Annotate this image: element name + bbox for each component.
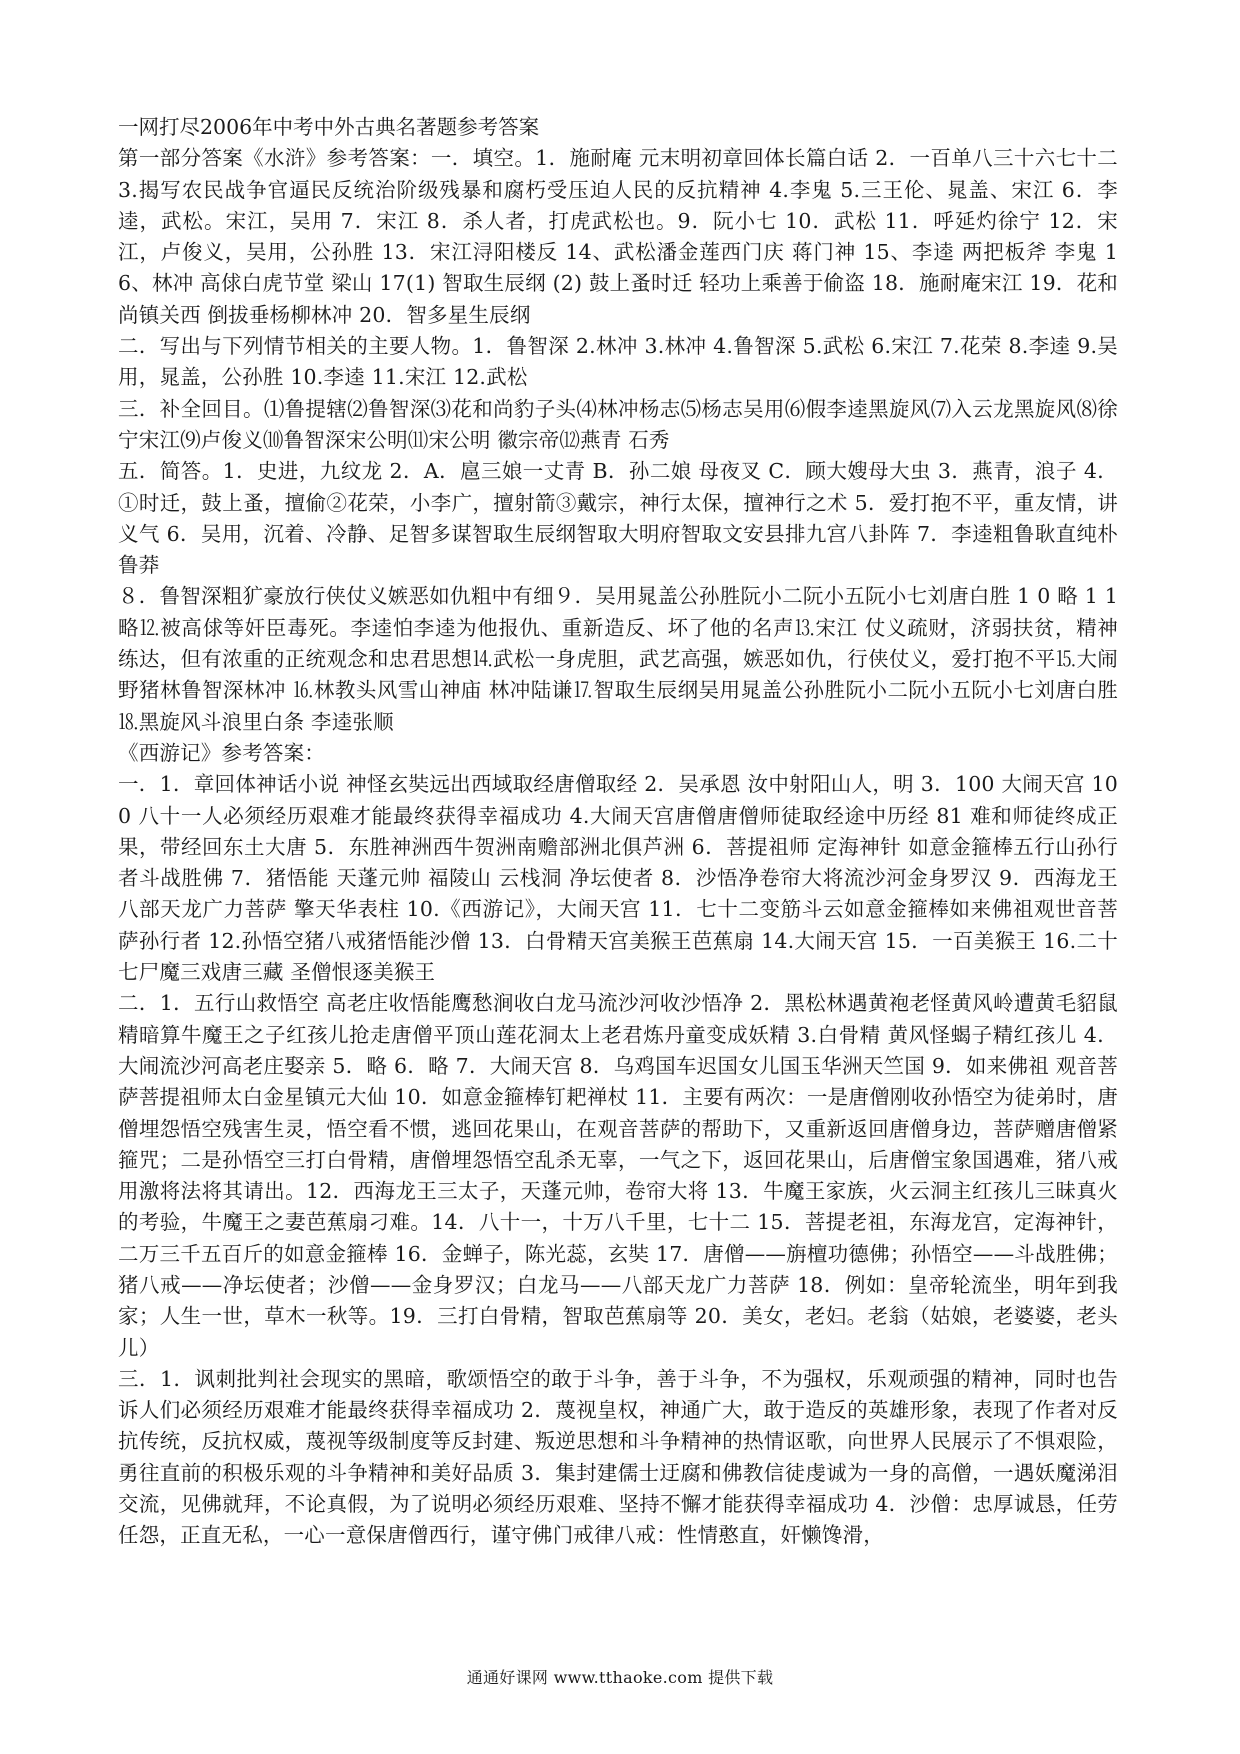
- page-footer: 通通好课网 www.tthaoke.com 提供下载: [466, 1668, 774, 1687]
- paragraph-shuihu-part5: 五．简答。1．史进，九纹龙 2．A．扈三娘一丈青 B．孙二娘 母夜叉 C．顾大嫂母大虫 3．燕青，浪子 4．①时迁，鼓上蚤，擅偷②花荣，小李广，擅射箭③戴宗，神行太保，擅神行之术 5．爱打抱不平，重友情，讲义气 6．吴用，沉着、冷静、足智多谋智取生辰纲智取大明府智取文安县排九宫八卦阵 7．李逵粗鲁耿直纯朴鲁莽: [118, 459, 1118, 578]
- section-heading-xiyouji: 《西游记》参考答案：: [118, 740, 325, 765]
- paragraph-xiyouji-part1: 一．1．章回体神话小说 神怪玄奘远出西域取经唐僧取经 2．吴承恩 汝中射阳山人，明 3．100 大闹天宫 100 八十一人必须经历艰难才能最终获得幸福成功 4.大闹天宫唐僧唐僧师徒取经途中历经 81 难和师徒终成正果，带经回东土大唐 5．东胜神洲西牛贺洲南赡部洲北俱芦洲 6．菩提祖师 定海神针 如意金箍棒五行山孙行者斗战胜佛 7．猪悟能 天蓬元帅 福陵山 云栈洞 净坛使者 8．沙悟净卷帘大将流沙河金身罗汉 9．西海龙王 八部天龙广力菩萨 擎天华表柱 10.《西游记》，大闹天宫 11．七十二变筋斗云如意金箍棒如来佛祖观世音菩萨孙行者 12.孙悟空猪八戒猪悟能沙僧 13．白骨精天宫美猴王芭蕉扇 14.大闹天宫 15．一百美猴王 16.二十七尸魔三戏唐三藏 圣僧恨逐美猴王: [118, 772, 1118, 985]
- paragraph-xiyouji-part2: 二．1．五行山救悟空 高老庄收悟能鹰愁涧收白龙马流沙河收沙悟净 2．黑松林遇黄袍老怪黄风岭遭黄毛貂鼠精暗算牛魔王之子红孩儿抢走唐僧平顶山莲花洞太上老君炼丹童变成妖精 3.白骨精 黄风怪蝎子精红孩儿 4．大闹流沙河高老庄娶亲 5．略 6．略 7．大闹天宫 8．乌鸡国车迟国女儿国玉华洲天竺国 9．如来佛祖 观音菩萨菩提祖师太白金星镇元大仙 10．如意金箍棒钉耙禅杖 11．主要有两次：一是唐僧刚收孙悟空为徒弟时，唐僧埋怨悟空残害生灵，悟空看不惯，逃回花果山，在观音菩萨的帮助下，又重新返回唐僧身边，菩萨赠唐僧紧箍咒；二是孙悟空三打白骨精，唐僧埋怨悟空乱杀无辜，一气之下，返回花果山，后唐僧宝象国遇难，猪八戒用激将法将其请出。12．西海龙王三太子，天蓬元帅，卷帘大将 13．牛魔王家族，火云洞主红孩儿三昧真火的考验，牛魔王之妻芭蕉扇刁难。14．八十一，十万八千里，七十二 15．菩提老祖，东海龙宫，定海神针，二万三千五百斤的如意金箍棒 16．金蝉子，陈光蕊，玄奘 17．唐僧——旃檀功德佛；孙悟空——斗战胜佛；猪八戒——净坛使者；沙僧——金身罗汉；白龙马——八部天龙广力菩萨 18．例如：皇帝轮流坐，明年到我家；人生一世，草木一秋等。19．三打白骨精，智取芭蕉扇等 20．美女，老妇。老翁（姑娘，老婆婆，老头儿）: [118, 991, 1118, 1360]
- document-title: 一网打尽2006年中考中外古典名著题参考答案: [118, 115, 540, 139]
- paragraph-shuihu-part1: 第一部分答案《水浒》参考答案：一．填空。1．施耐庵 元末明初章回体长篇白话 2．一百单八三十六七十二 3.揭写农民战争官逼民反统治阶级残暴和腐朽受压迫人民的反抗精神 4.李鬼 5.三王伦、晁盖、宋江 6．李逵，武松。宋江，吴用 7．宋江 8．杀人者，打虎武松也。9．阮小七 10．武松 11．呼延灼徐宁 12．宋江，卢俊义，吴用，公孙胜 13．宋江浔阳楼反 14、武松潘金莲西门庆 蒋门神 15、李逵 两把板斧 李鬼 16、林冲 高俅白虎节堂 梁山 17(1) 智取生辰纲 (2) 鼓上蚤时迁 轻功上乘善于偷盗 18．施耐庵宋江 19．花和尚镇关西 倒拔垂杨柳林冲 20．智多星生辰纲: [118, 146, 1118, 327]
- paragraph-shuihu-part5-continued: ８．鲁智深粗犷豪放行侠仗义嫉恶如仇粗中有细９．吴用晁盖公孙胜阮小二阮小五阮小七刘唐白胜 1 0 略 1 1 略⒓被高俅等奸臣毒死。李逵怕李逵为他报仇、重新造反、坏了他的名声⒔宋江 仗义疏财，济弱扶贫，精神练达，但有浓重的正统观念和忠君思想⒕武松一身虎胆，武艺高强，嫉恶如仇，行侠仗义，爱打抱不平⒖大闹野猪林鲁智深林冲 ⒗林教头风雪山神庙 林冲陆谦⒘智取生辰纲吴用晁盖公孙胜阮小二阮小五阮小七刘唐白胜 ⒙黑旋风斗浪里白条 李逵张顺: [118, 584, 1118, 734]
- paragraph-xiyouji-part3: 三．1．讽刺批判社会现实的黑暗，歌颂悟空的敢于斗争，善于斗争，不为强权，乐观顽强的精神，同时也告诉人们必须经历艰难才能最终获得幸福成功 2．蔑视皇权，神通广大，敢于造反的英雄形象，表现了作者对反抗传统，反抗权威，蔑视等级制度等反封建、叛逆思想和斗争精神的热情讴歌，向世界人民展示了不惧艰险，勇往直前的积极乐观的斗争精神和美好品质 3．集封建儒士迂腐和佛教信徒虔诚为一身的高僧，一遇妖魔涕泪交流，见佛就拜，不论真假，为了说明必须经历艰难、坚持不懈才能获得幸福成功 4．沙僧：忠厚诚恳，任劳任怨，正直无私，一心一意保唐僧西行，谨守佛门戒律八戒：性情憨直，奸懒馋滑，: [118, 1366, 1118, 1548]
- paragraph-shuihu-part2: 二．写出与下列情节相关的主要人物。1．鲁智深 2.林冲 3.林冲 4.鲁智深 5.武松 6.宋江 7.花荣 8.李逵 9.吴用，晁盖，公孙胜 10.李逵 11.宋江 12.武松: [118, 334, 1118, 390]
- paragraph-shuihu-part3: 三．补全回目。⑴鲁提辖⑵鲁智深⑶花和尚豹子头⑷林冲杨志⑸杨志吴用⑹假李逵黑旋风⑺入云龙黑旋风⑻徐宁宋江⑼卢俊义⑽鲁智深宋公明⑾宋公明 徽宗帝⑿燕青 石秀: [118, 396, 1118, 452]
- document-body: [118, 112, 1118, 1552]
